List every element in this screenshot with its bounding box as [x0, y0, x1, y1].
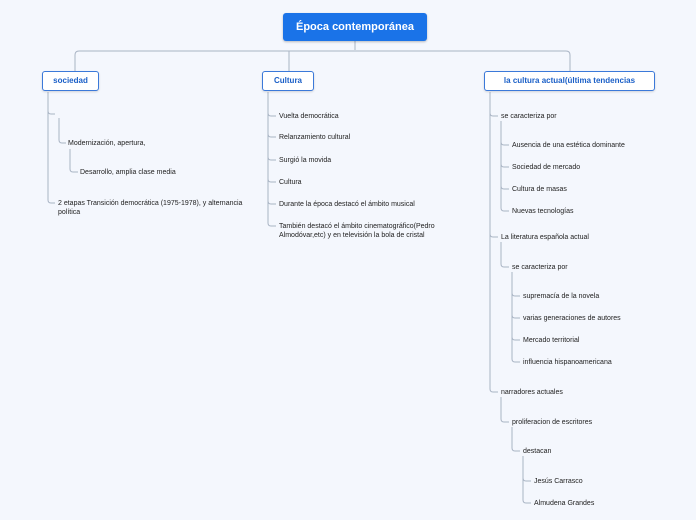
node-lit-item[interactable]: varias generaciones de autores: [523, 315, 621, 322]
node-lit-caracteriza[interactable]: se caracteriza por: [512, 264, 568, 271]
node-cultura-item[interactable]: Surgió la movida: [279, 157, 332, 164]
node-caracteristica[interactable]: Ausencia de una estética dominante: [512, 142, 625, 149]
node-destacan[interactable]: destacan: [523, 448, 552, 455]
node-caracteristica[interactable]: Sociedad de mercado: [512, 164, 581, 171]
node-cultura-item[interactable]: Durante la época destacó el ámbito musical: [279, 201, 415, 208]
topic-cultura[interactable]: Cultura: [262, 71, 314, 91]
node-cultura-item[interactable]: También destacó el ámbito cinematográfico(Pedro Almodóvar,etc) y en televisión la bola de cristal: [279, 223, 435, 239]
node-narradores[interactable]: narradores actuales: [501, 389, 563, 396]
node-etapas[interactable]: 2 etapas Transición democrática (1975-1978), y alternancia política: [58, 200, 243, 216]
node-cultura-item[interactable]: Vuelta democrática: [279, 113, 339, 120]
node-se-caracteriza[interactable]: se caracteriza por: [501, 113, 557, 120]
topic-cultura-actual[interactable]: la cultura actual(última tendencias: [484, 71, 655, 91]
node-proliferacion[interactable]: proliferacion de escritores: [512, 419, 593, 426]
node-lit-item[interactable]: influencia hispanoamericana: [523, 359, 612, 366]
node-cultura-item[interactable]: Cultura: [279, 179, 302, 186]
node-lit-item[interactable]: supremacía de la novela: [523, 293, 600, 300]
node-desarrollo[interactable]: Desarrollo, amplia clase media: [80, 169, 176, 176]
node-caracteristica[interactable]: Cultura de masas: [512, 186, 567, 193]
node-autor[interactable]: Jesús Carrasco: [534, 478, 583, 485]
node-modernizacion[interactable]: Modernización, apertura,: [68, 140, 146, 147]
node-caracteristica[interactable]: Nuevas tecnologías: [512, 208, 574, 215]
node-autor[interactable]: Almudena Grandes: [534, 500, 595, 507]
node-lit-item[interactable]: Mercado territorial: [523, 337, 580, 344]
node-cultura-item[interactable]: Relanzamiento cultural: [279, 134, 351, 141]
topic-sociedad[interactable]: sociedad: [42, 71, 99, 91]
node-literatura[interactable]: La literatura española actual: [501, 234, 589, 241]
root-topic[interactable]: Época contemporánea: [283, 13, 427, 41]
